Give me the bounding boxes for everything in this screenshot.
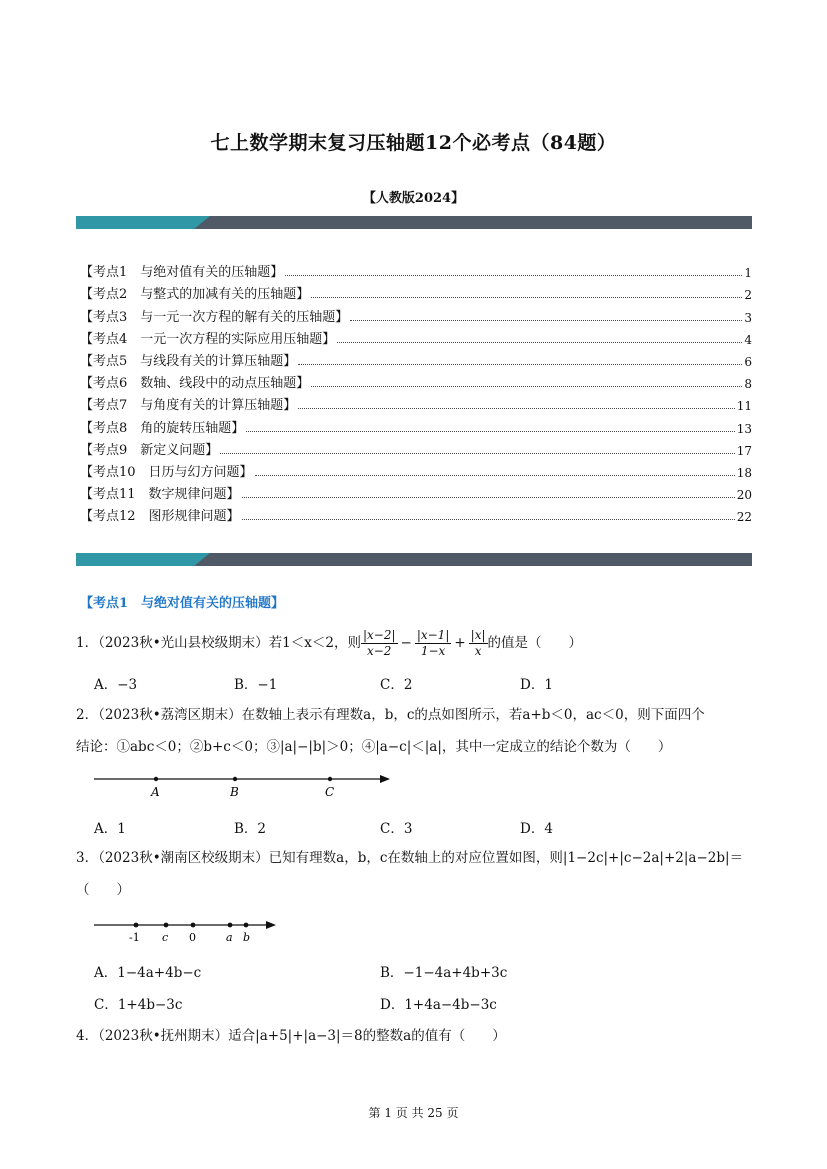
q3-label-b: b (243, 931, 251, 944)
toc-entry-page: 18 (736, 465, 752, 480)
q2-option-c: C．3 (380, 821, 413, 837)
toc-entry-label: 【考点1 与绝对值有关的压轴题】 (80, 265, 284, 281)
q3-option-a: A．1−4a+4b−c (94, 965, 202, 981)
toc-entry[interactable] (80, 258, 752, 280)
toc-leader-dots (311, 386, 742, 387)
toc-entry-label: 【考点5 与线段有关的计算压轴题】 (80, 353, 297, 369)
toc-entry-label: 【考点10 日历与幻方问题】 (80, 464, 253, 480)
q2-option-b: B．2 (234, 821, 267, 837)
q3-number-line (94, 916, 284, 946)
toc-entry-page: 17 (736, 443, 752, 458)
question-3-line-2: （ ） (76, 882, 130, 898)
question-2-line-2: 结论：①abc＜0；②b+c＜0；③|a|−|b|＞0；④|a−c|＜|a|，其中一定成立的结论个数为（ ） (76, 739, 672, 755)
q3-label-a: a (226, 931, 233, 944)
question-1: 1．（2023秋•光山县校级期末）若1＜x＜2，则 $\frac{|x-2|}{x-2}$ − $\frac{|x-1|}{1-x}$ + $\frac{|x|}{x}$ 的值是（ ） (76, 628, 583, 658)
q2-point-c (328, 777, 332, 781)
toc-entry[interactable] (80, 480, 752, 502)
toc-entry-page: 22 (736, 510, 752, 525)
toc-leader-dots (350, 320, 742, 321)
q2-label-c: C (325, 785, 335, 799)
q3-label-c: c (162, 931, 169, 944)
toc-leader-dots (298, 364, 742, 365)
q1-prefix: 1．（2023秋•光山县校级期末）若1＜x＜2，则 (76, 635, 361, 651)
toc-entry[interactable] (80, 325, 752, 347)
toc-entry[interactable] (80, 458, 752, 480)
toc-entry-label: 【考点6 数轴、线段中的动点压轴题】 (80, 376, 310, 392)
toc-entry[interactable] (80, 391, 752, 413)
toc-leader-dots (285, 275, 742, 276)
q1-fraction-3: $\frac{|x|}{x}$ (470, 628, 486, 658)
q3-option-c: C．1+4b−3c (94, 997, 183, 1013)
toc-entry-label: 【考点11 数字规律问题】 (80, 487, 240, 503)
toc-entry-page: 3 (744, 310, 752, 325)
q2-label-b: B (230, 785, 239, 799)
q1-option-b: B．−1 (234, 677, 278, 693)
toc-entry-page: 4 (744, 332, 752, 347)
toc-entry-label: 【考点2 与整式的加减有关的压轴题】 (80, 287, 310, 303)
q2-number-line (94, 770, 394, 804)
toc-entry[interactable] (80, 369, 752, 391)
question-3-line-1: 3．（2023秋•潮南区校级期末）已知有理数a，b，c在数轴上的对应位置如图，则|1−2c|+|c−2a|+2|a−2b|＝ (76, 850, 744, 866)
toc-entry-page: 6 (744, 354, 752, 369)
toc-leader-dots (311, 297, 742, 298)
toc-entry-label: 【考点7 与角度有关的计算压轴题】 (80, 398, 297, 414)
q1-fraction-2: $\frac{|x-1|}{1-x}$ (416, 628, 450, 658)
toc-entry-page: 1 (744, 266, 752, 281)
toc-entry-label: 【考点4 一元一次方程的实际应用压轴题】 (80, 331, 336, 347)
toc-entry-page: 8 (744, 377, 752, 392)
q2-point-a (154, 777, 158, 781)
q1-option-c: C．2 (380, 677, 413, 693)
toc-entry-page: 20 (736, 488, 752, 503)
divider-bar-top (76, 216, 752, 229)
page-footer: 第 1 页 共 25 页 (368, 1106, 459, 1120)
q2-label-a: A (151, 785, 160, 799)
toc-entry-label: 【考点8 角的旋转压轴题】 (80, 420, 245, 436)
q3-label-0: 0 (189, 931, 196, 944)
toc-entry[interactable] (80, 302, 752, 324)
page-title: 七上数学期末复习压轴题12个必考点（84题） (210, 132, 617, 154)
toc-leader-dots (220, 453, 734, 454)
toc-entry[interactable] (80, 280, 752, 302)
question-4-line-1: 4．（2023秋•抚州期末）适合|a+5|+|a−3|＝8的整数a的值有（ ） (76, 1028, 506, 1044)
toc-entry-label: 【考点12 图形规律问题】 (80, 509, 240, 525)
toc-entry[interactable] (80, 347, 752, 369)
q3-option-b: B．−1−4a+4b+3c (380, 965, 508, 981)
section-heading: 【考点1 与绝对值有关的压轴题】 (80, 596, 285, 611)
q2-option-a: A．1 (94, 821, 126, 837)
toc-entry[interactable] (80, 502, 752, 524)
toc-leader-dots (255, 475, 735, 476)
toc-entry[interactable] (80, 436, 752, 458)
edition-label: 【人教版2024】 (362, 191, 465, 206)
toc-leader-dots (298, 408, 734, 409)
toc-leader-dots (337, 342, 742, 343)
q1-fraction-1: $\frac{|x-2|}{x-2}$ (362, 628, 396, 658)
toc-leader-dots (242, 519, 735, 520)
divider-bar-bottom (76, 553, 752, 566)
q2-point-b (233, 777, 237, 781)
toc-entry-page: 2 (744, 288, 752, 303)
question-2-line-1: 2．（2023秋•荔湾区期末）在数轴上表示有理数a，b，c的点如图所示，若a+b＜0，ac＜0，则下面四个 (76, 707, 705, 723)
q1-option-d: D．1 (520, 677, 553, 693)
q1-suffix: 的值是（ ） (487, 635, 583, 651)
toc-entry-page: 11 (736, 399, 752, 414)
toc-entry-page: 13 (736, 421, 752, 436)
q2-option-d: D．4 (520, 821, 553, 837)
toc-entry-label: 【考点3 与一元一次方程的解有关的压轴题】 (80, 309, 349, 325)
q1-option-a: A．−3 (94, 677, 138, 693)
q3-label-neg1: -1 (129, 931, 140, 944)
toc-entry-label: 【考点9 新定义问题】 (80, 442, 219, 458)
q3-option-d: D．1+4a−4b−3c (380, 997, 497, 1013)
toc-entry[interactable] (80, 413, 752, 435)
toc-leader-dots (246, 431, 734, 432)
toc-leader-dots (242, 497, 735, 498)
table-of-contents (80, 258, 752, 524)
